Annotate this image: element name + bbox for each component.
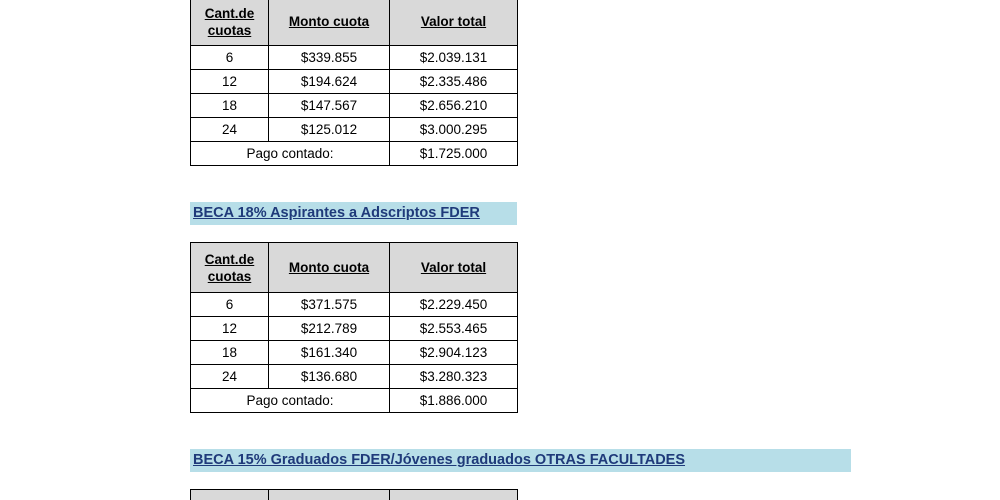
table-header-row: [191, 0, 518, 46]
column-header-valor: [390, 490, 518, 500]
cell-valor: $2.553.465: [390, 317, 518, 341]
table-row: [191, 341, 518, 365]
cash-payment-value: $1.886.000: [390, 389, 518, 413]
fee-table-1: [190, 0, 518, 166]
cell-valor: $2.904.123: [390, 341, 518, 365]
table-row: [191, 94, 518, 118]
fee-table-3: [190, 489, 518, 500]
cell-cuotas: 12: [191, 70, 269, 94]
column-header-valor: Valor total: [390, 0, 518, 46]
cell-valor: $2.335.486: [390, 70, 518, 94]
section-heading-beca-15: BECA 15% Graduados FDER/Jóvenes graduados OTRAS FACULTADES: [190, 449, 851, 472]
cell-cuotas: 24: [191, 118, 269, 142]
column-header-monto: [269, 490, 390, 500]
fee-table-2: [190, 242, 518, 413]
cell-monto: $136.680: [269, 365, 390, 389]
cash-payment-label: Pago contado:: [191, 389, 390, 413]
cell-monto: $371.575: [269, 293, 390, 317]
cell-valor: $3.000.295: [390, 118, 518, 142]
table-header-row: [191, 243, 518, 293]
cell-valor: $3.280.323: [390, 365, 518, 389]
cell-monto: $125.012: [269, 118, 390, 142]
column-header-monto: Monto cuota: [269, 243, 390, 293]
section-heading-beca-18: BECA 18% Aspirantes a Adscriptos FDER: [190, 202, 517, 225]
column-header-cuotas: Cant.de cuotas: [191, 243, 269, 293]
table-row: [191, 46, 518, 70]
table-row: [191, 317, 518, 341]
cell-cuotas: 12: [191, 317, 269, 341]
cash-payment-row: [191, 142, 518, 166]
table-row: [191, 118, 518, 142]
cell-monto: $161.340: [269, 341, 390, 365]
column-header-valor: Valor total: [390, 243, 518, 293]
cell-monto: $194.624: [269, 70, 390, 94]
column-header-cuotas: Cant.de cuotas: [191, 0, 269, 46]
cell-monto: $147.567: [269, 94, 390, 118]
table-header-row: [191, 490, 518, 500]
cash-payment-value: $1.725.000: [390, 142, 518, 166]
column-header-cuotas: [191, 490, 269, 500]
table-row: [191, 293, 518, 317]
cell-cuotas: 18: [191, 94, 269, 118]
table-row: [191, 70, 518, 94]
cell-monto: $339.855: [269, 46, 390, 70]
cell-valor: $2.039.131: [390, 46, 518, 70]
cell-cuotas: 6: [191, 46, 269, 70]
cell-valor: $2.229.450: [390, 293, 518, 317]
cash-payment-label: Pago contado:: [191, 142, 390, 166]
table-row: [191, 365, 518, 389]
cell-cuotas: 18: [191, 341, 269, 365]
cash-payment-row: [191, 389, 518, 413]
cell-cuotas: 6: [191, 293, 269, 317]
cell-monto: $212.789: [269, 317, 390, 341]
cell-cuotas: 24: [191, 365, 269, 389]
cell-valor: $2.656.210: [390, 94, 518, 118]
column-header-monto: Monto cuota: [269, 0, 390, 46]
